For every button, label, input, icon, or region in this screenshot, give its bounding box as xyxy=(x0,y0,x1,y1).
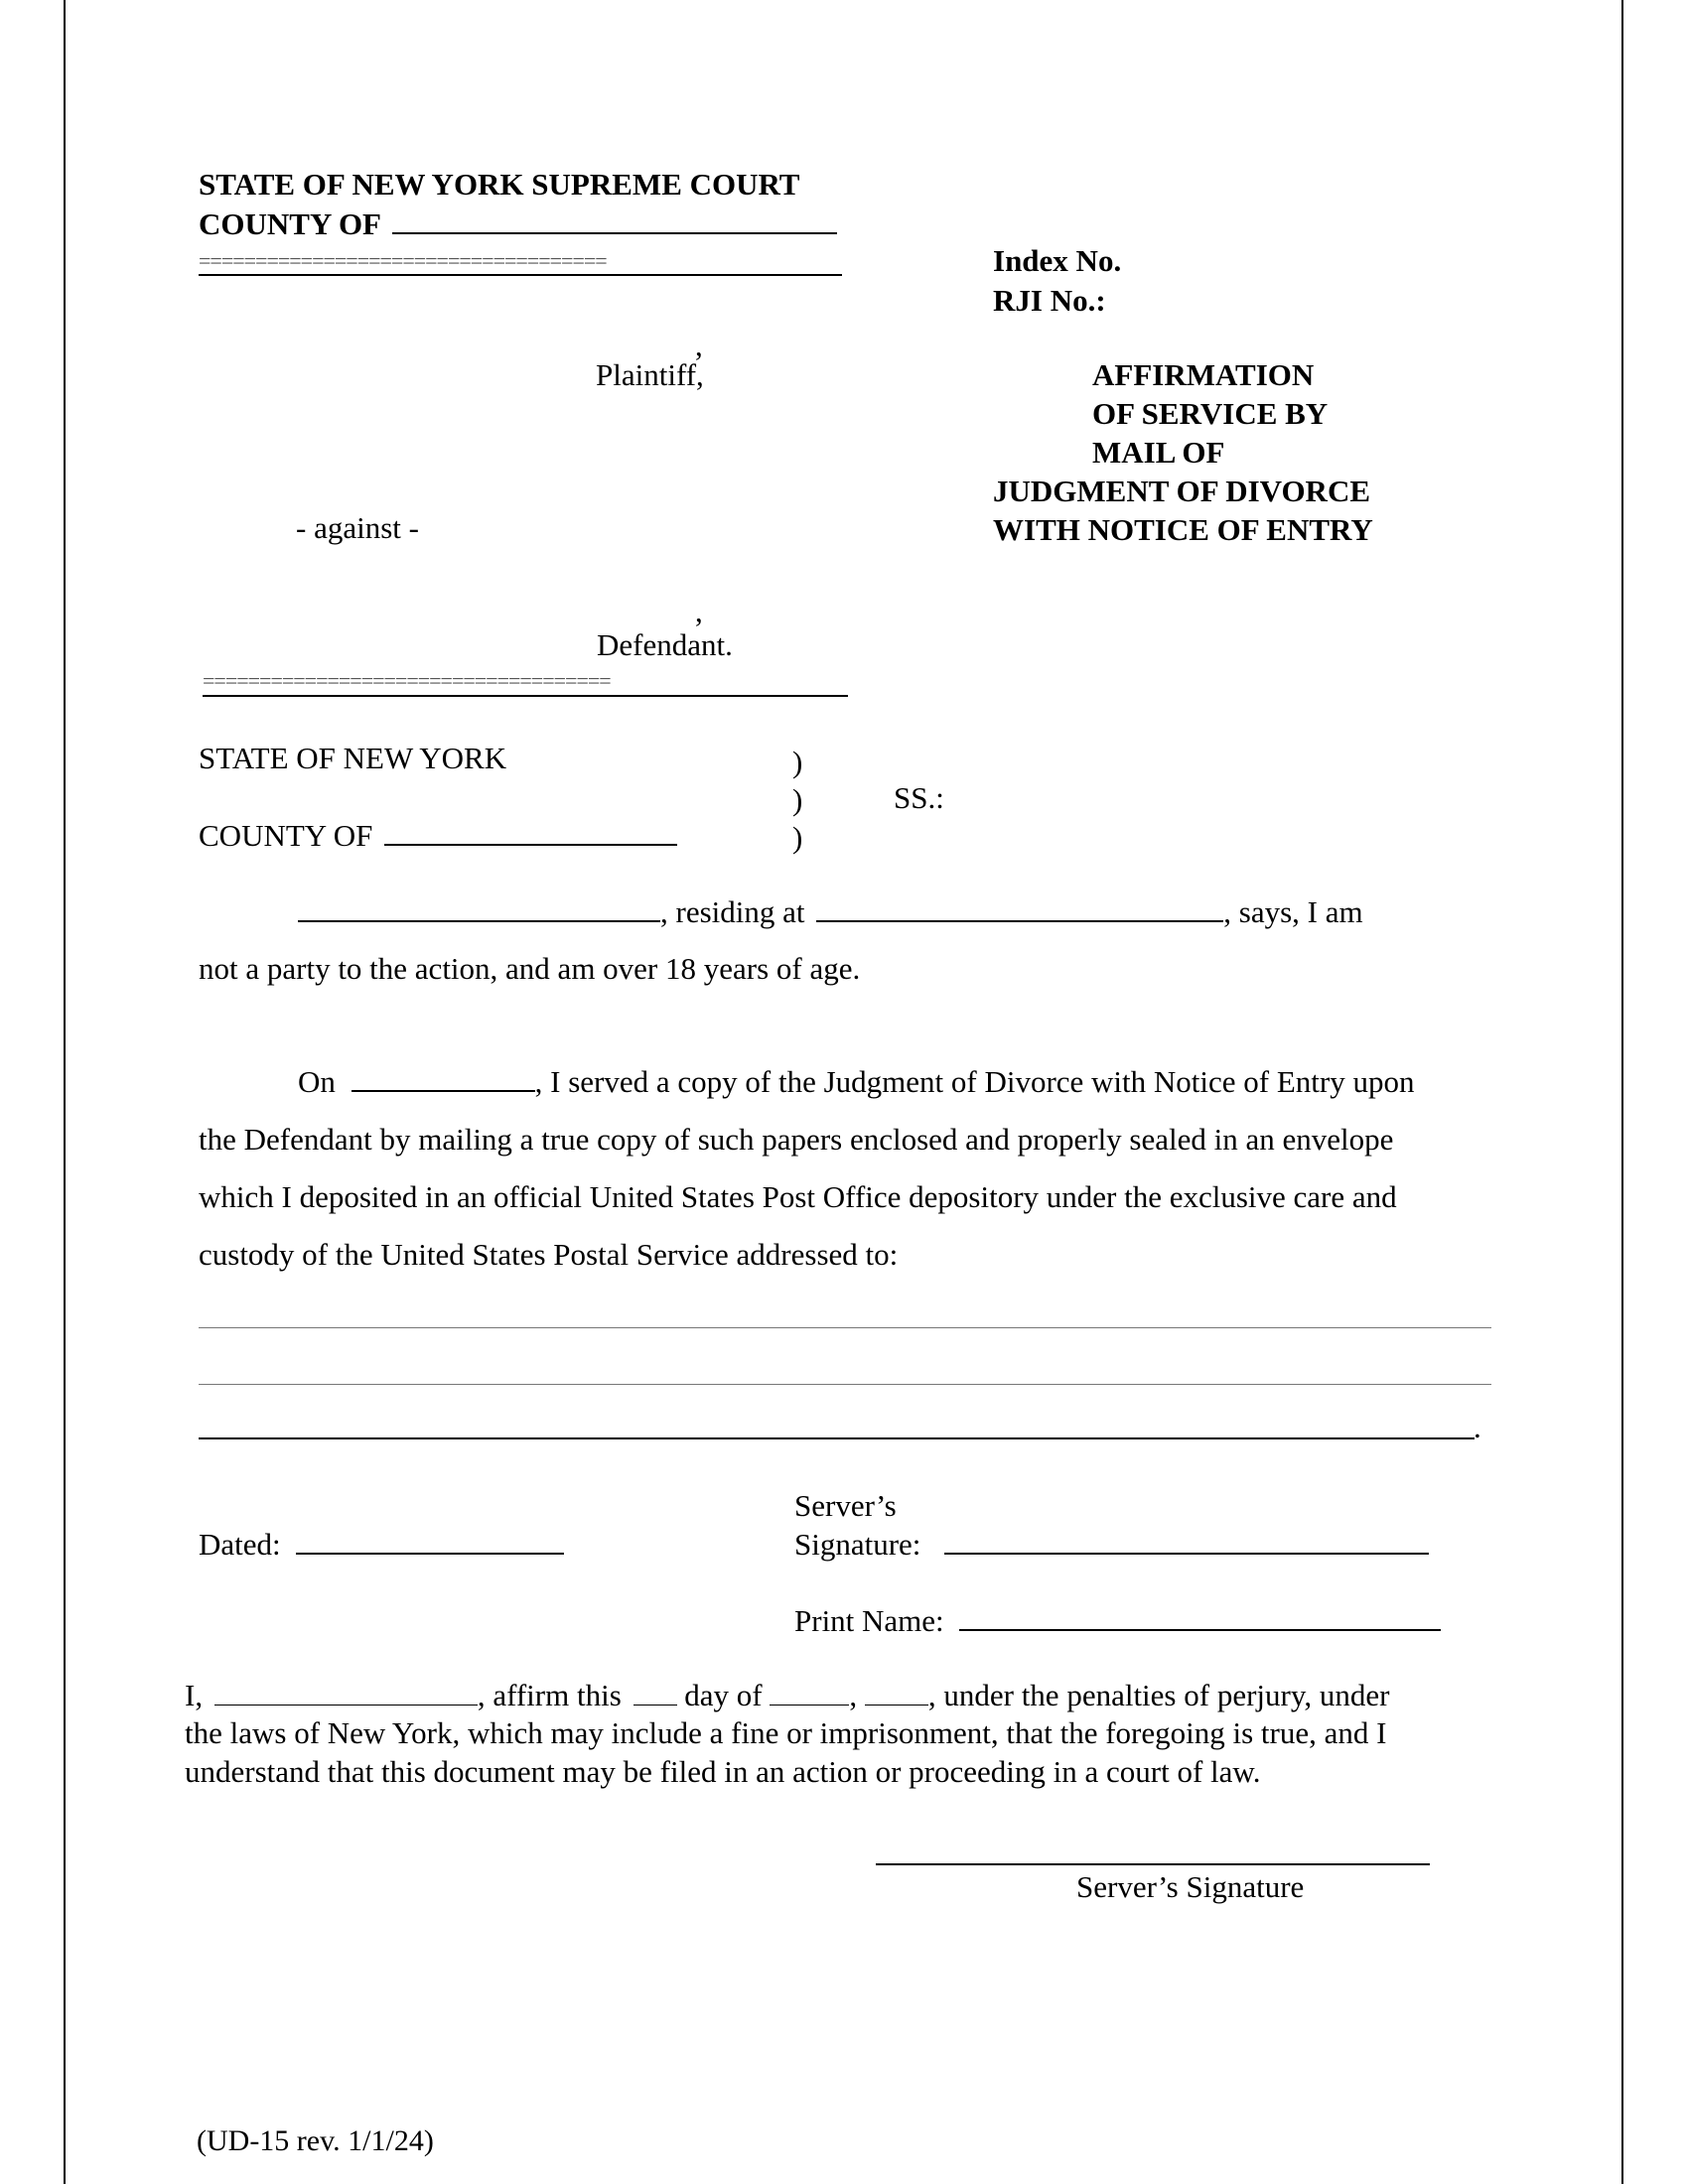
page-border-right xyxy=(1621,0,1623,2184)
court-heading: STATE OF NEW YORK SUPREME COURT xyxy=(199,167,800,202)
ss-label: SS.: xyxy=(894,780,944,815)
paragraph-line-2: the Defendant by mailing a true copy of such papers enclosed and properly sealed in an envelope xyxy=(199,1122,1394,1157)
affirmant-name-field[interactable] xyxy=(214,1679,478,1706)
venue-county-label: COUNTY OF xyxy=(199,818,373,853)
dated-label: Dated: xyxy=(199,1527,281,1562)
caption-top-rule: ==================================== xyxy=(199,253,607,269)
venue-paren-1: ) xyxy=(792,745,803,779)
caption-county-field[interactable] xyxy=(392,206,837,234)
title-line-1: AFFIRMATION xyxy=(1092,357,1315,392)
address-line-3[interactable] xyxy=(199,1437,1475,1439)
on-label: On xyxy=(298,1064,336,1099)
caption-county-label: COUNTY OF xyxy=(199,206,380,241)
server-signature-field[interactable] xyxy=(944,1527,1429,1555)
dated-row xyxy=(199,1527,564,1563)
affirm-day-field[interactable] xyxy=(633,1679,677,1706)
title-line-4: JUDGMENT OF DIVORCE xyxy=(993,474,1371,508)
venue-county-field[interactable] xyxy=(384,818,677,846)
address-line-1[interactable] xyxy=(199,1327,1491,1328)
print-name-label: Print Name: xyxy=(794,1603,944,1638)
title-line-5: WITH NOTICE OF ENTRY xyxy=(993,512,1373,547)
affirm-this-label: , affirm this xyxy=(477,1678,622,1712)
says-label: , says, I am xyxy=(1223,894,1363,929)
server-label-line-2: Signature: xyxy=(794,1527,921,1562)
service-date-field[interactable] xyxy=(352,1064,535,1092)
penalties-text: , under the penalties of perjury, under xyxy=(927,1678,1390,1712)
defendant-label: Defendant. xyxy=(597,627,733,662)
plaintiff-label: Plaintiff, xyxy=(596,357,704,392)
affiant-row xyxy=(298,894,1363,930)
title-line-3: MAIL OF xyxy=(1092,435,1225,470)
affirmation-line-3: understand that this document may be filed in an action or proceeding in a court of law. xyxy=(185,1754,1261,1789)
affiant-name-field[interactable] xyxy=(298,894,660,922)
final-signature-line[interactable] xyxy=(876,1863,1430,1865)
venue-paren-2: ) xyxy=(792,782,803,817)
final-signature-caption: Server’s Signature xyxy=(1076,1869,1305,1904)
served-text: , I served a copy of the Judgment of Divorce with Notice of Entry upon xyxy=(534,1064,1415,1099)
caption-top-rule-line xyxy=(199,274,842,276)
against-label: - against - xyxy=(296,510,419,545)
not-a-party-line: not a party to the action, and am over 18 years of age. xyxy=(199,951,861,986)
caption-bottom-rule-line xyxy=(203,695,848,697)
address-line-2[interactable] xyxy=(199,1384,1491,1385)
print-name-field[interactable] xyxy=(959,1603,1441,1631)
venue-county-row xyxy=(199,818,677,854)
residing-at-label: , residing at xyxy=(660,894,805,929)
print-name-row xyxy=(794,1603,1441,1639)
affirm-year-field[interactable] xyxy=(865,1679,928,1706)
page-border-left xyxy=(64,0,66,2184)
caption-bottom-rule: ==================================== xyxy=(203,673,611,689)
form-id-footer: (UD-15 rev. 1/1/24) xyxy=(197,2124,434,2157)
server-label-line-1: Server’s xyxy=(794,1488,897,1523)
affirm-i-label: I, xyxy=(185,1678,204,1712)
paragraph-line-4: custody of the United States Postal Service addressed to: xyxy=(199,1237,899,1272)
title-line-2: OF SERVICE BY xyxy=(1092,396,1329,431)
residence-field[interactable] xyxy=(816,894,1223,922)
address-end-period: . xyxy=(1474,1410,1481,1444)
affirm-month-field[interactable] xyxy=(770,1679,849,1706)
server-signature-row xyxy=(794,1527,1429,1563)
caption-county-row xyxy=(199,206,837,242)
index-no-label: Index No. xyxy=(993,243,1122,278)
affirmation-line-2: the laws of New York, which may include a fine or imprisonment, that the foregoing is true, and I xyxy=(185,1715,1387,1750)
venue-paren-3: ) xyxy=(792,820,803,855)
day-of-label: day of xyxy=(684,1678,763,1712)
venue-state-label: STATE OF NEW YORK xyxy=(199,741,507,775)
affirm-comma: , xyxy=(849,1678,858,1712)
paragraph-line-3: which I deposited in an official United States Post Office depository under the exclusive care and xyxy=(199,1179,1397,1214)
dated-field[interactable] xyxy=(296,1527,564,1555)
plaintiff-comma: , xyxy=(695,328,703,362)
affirmation-line-1 xyxy=(185,1678,1389,1713)
defendant-comma: , xyxy=(695,594,703,628)
rji-no-label: RJI No.: xyxy=(993,283,1106,318)
served-row xyxy=(298,1064,1415,1100)
